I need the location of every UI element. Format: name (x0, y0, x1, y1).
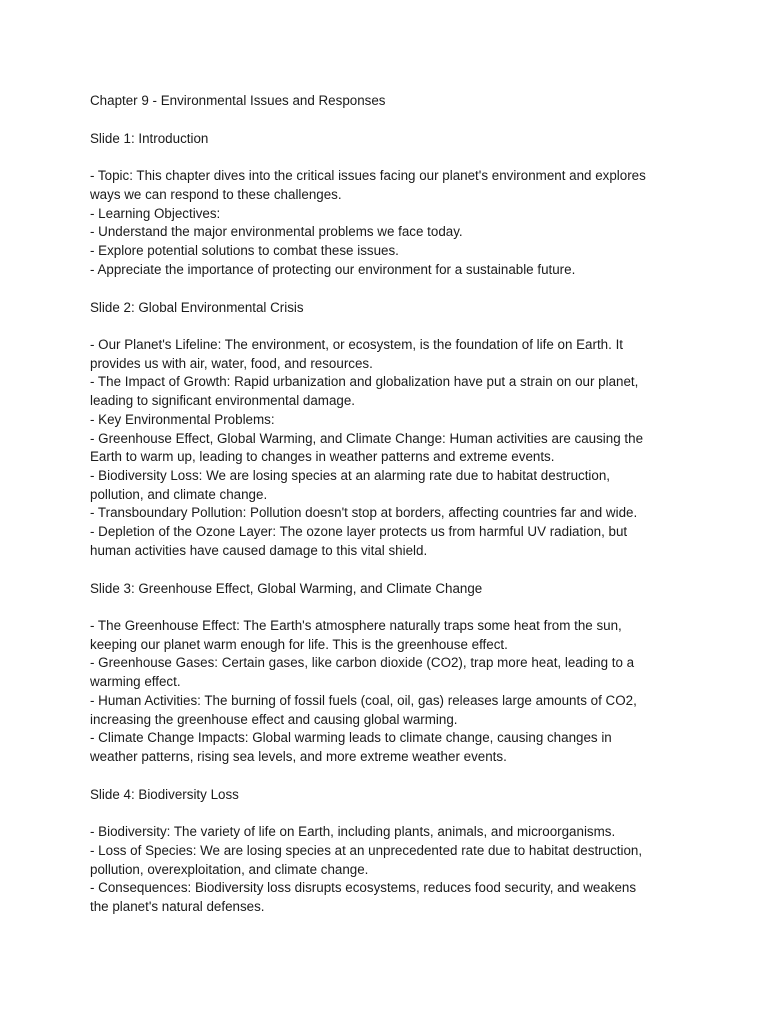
text-line: Earth to warm up, leading to changes in weather patterns and extreme events. (90, 449, 555, 464)
text-line: - Key Environmental Problems: (90, 412, 275, 427)
text-line: ways we can respond to these challenges. (90, 187, 342, 202)
text-line: - Appreciate the importance of protecting our environment for a sustainable future. (90, 262, 576, 277)
text-line: weather patterns, rising sea levels, and more extreme weather events. (90, 749, 507, 764)
text-line: - Explore potential solutions to combat these issues. (90, 243, 399, 258)
text-line: - Topic: This chapter dives into the critical issues facing our planet's environment and explores (90, 168, 646, 183)
text-line: - Greenhouse Effect, Global Warming, and Climate Change: Human activities are causing the (90, 431, 644, 446)
text-line: - Biodiversity Loss: We are losing species at an alarming rate due to habitat destruction, (90, 468, 611, 483)
text-line: - Understand the major environmental problems we face today. (90, 224, 463, 239)
text-line: - Loss of Species: We are losing species at an unprecedented rate due to habitat destruction, (90, 843, 643, 858)
chapter-title: Chapter 9 - Environmental Issues and Responses (90, 93, 386, 108)
text-line: keeping our planet warm enough for life. This is the greenhouse effect. (90, 637, 508, 652)
slide-1-heading: Slide 1: Introduction (90, 131, 209, 146)
text-line: - The Impact of Growth: Rapid urbanization and globalization have put a strain on our planet, (90, 374, 639, 389)
text-line: - Depletion of the Ozone Layer: The ozone layer protects us from harmful UV radiation, but (90, 524, 628, 539)
text-line: the planet's natural defenses. (90, 899, 265, 914)
text-line: pollution, and climate change. (90, 487, 268, 502)
text-line: - Transboundary Pollution: Pollution doesn't stop at borders, affecting countries far and wide. (90, 505, 638, 520)
text-line: - Learning Objectives: (90, 206, 221, 221)
text-line: - Human Activities: The burning of fossil fuels (coal, oil, gas) releases large amounts of CO2, (90, 693, 637, 708)
text-line: - Consequences: Biodiversity loss disrupts ecosystems, reduces food security, and weakens (90, 880, 637, 895)
text-line: provides us with air, water, food, and resources. (90, 356, 373, 371)
text-line: increasing the greenhouse effect and causing global warming. (90, 712, 458, 727)
text-line: - Our Planet's Lifeline: The environment, or ecosystem, is the foundation of life on Earth. It (90, 337, 624, 352)
slide-3-heading: Slide 3: Greenhouse Effect, Global Warming, and Climate Change (90, 581, 483, 596)
text-line: human activities have caused damage to this vital shield. (90, 543, 428, 558)
slide-4-heading: Slide 4: Biodiversity Loss (90, 787, 239, 802)
text-line: warming effect. (90, 674, 181, 689)
text-line: leading to significant environmental damage. (90, 393, 356, 408)
text-line: - Biodiversity: The variety of life on Earth, including plants, animals, and microorganisms. (90, 824, 616, 839)
text-line: - Greenhouse Gases: Certain gases, like carbon dioxide (CO2), trap more heat, leading to a (90, 655, 635, 670)
text-line: - Climate Change Impacts: Global warming leads to climate change, causing changes in (90, 730, 612, 745)
text-line: pollution, overexploitation, and climate change. (90, 862, 369, 877)
slide-2-heading: Slide 2: Global Environmental Crisis (90, 300, 304, 315)
text-line: - The Greenhouse Effect: The Earth's atmosphere naturally traps some heat from the sun, (90, 618, 622, 633)
